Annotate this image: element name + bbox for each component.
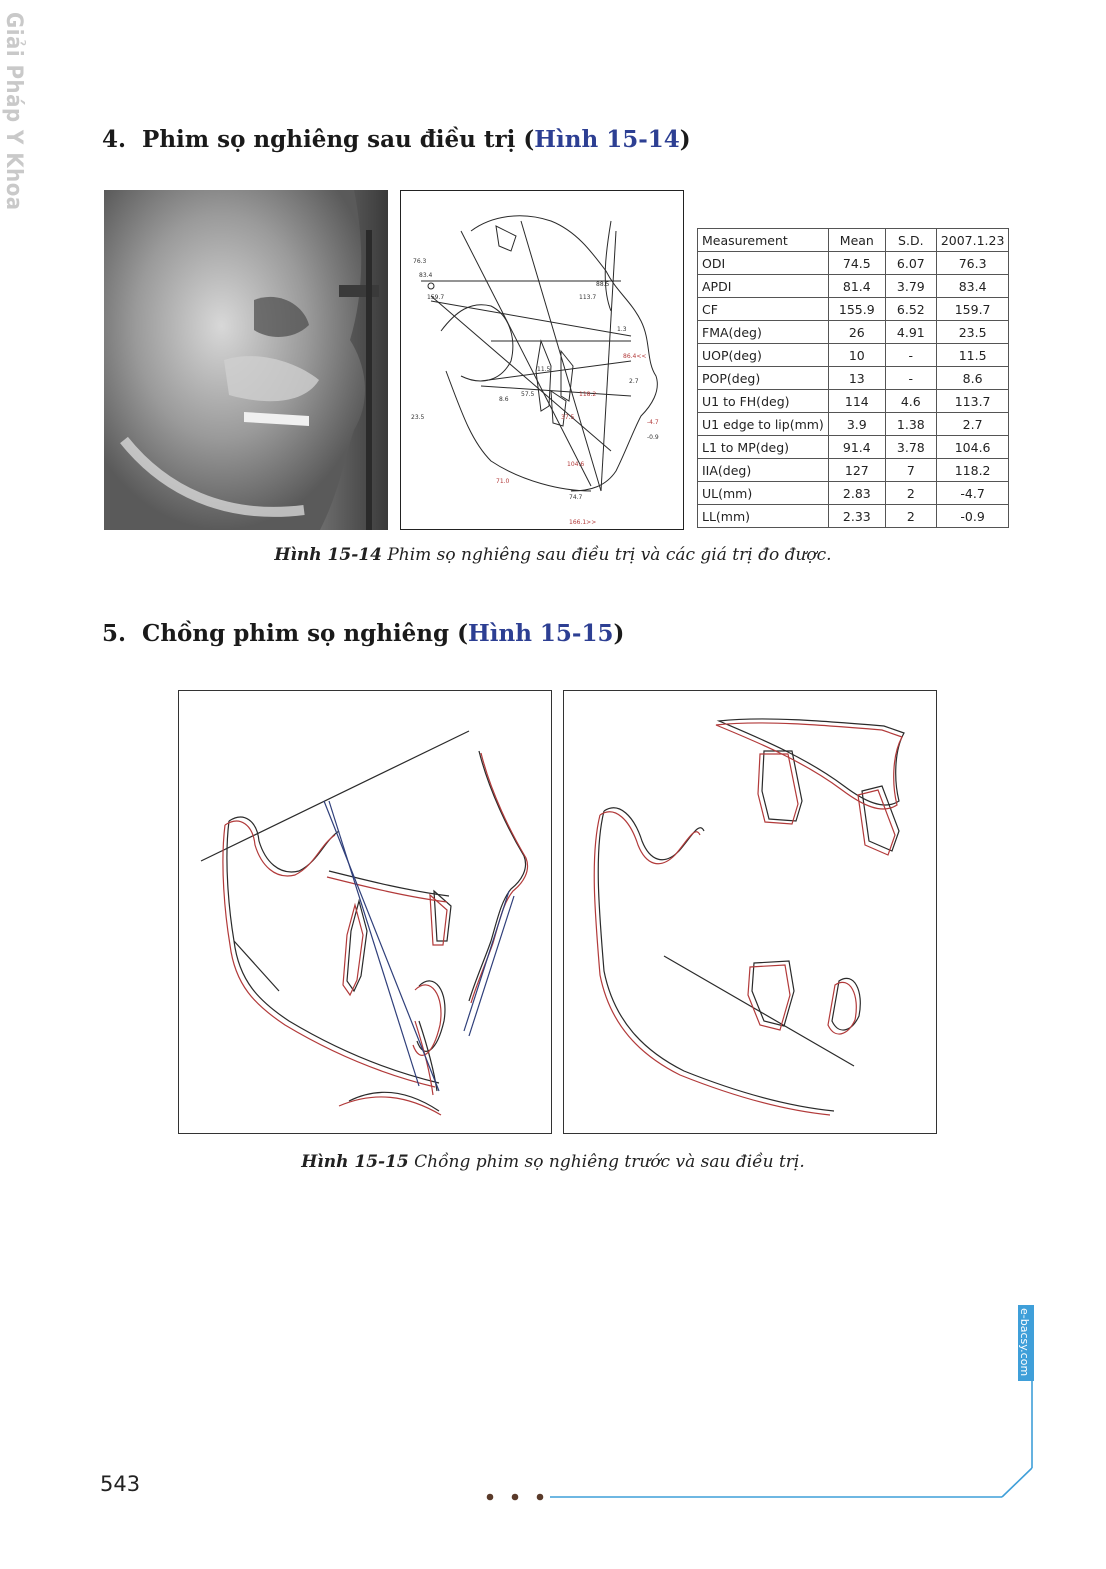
section-4-number: 4. (102, 126, 127, 153)
table-cell: 2 (885, 505, 936, 528)
cephalometric-tracing (400, 190, 684, 530)
table-cell: UL(mm) (698, 482, 829, 505)
tracing-label: 11.5 (537, 366, 551, 373)
table-cell: 83.4 (936, 275, 1009, 298)
table-header-row (698, 229, 1009, 252)
table-cell: 4.91 (885, 321, 936, 344)
section-5-number: 5. (102, 620, 127, 647)
tracing-label: 88.5 (596, 281, 610, 288)
table-cell: 114 (828, 390, 885, 413)
table-cell: LL(mm) (698, 505, 829, 528)
table-cell: - (885, 344, 936, 367)
table-row (698, 275, 1009, 298)
table-row (698, 252, 1009, 275)
table-cell: 2 (885, 482, 936, 505)
table-cell: 113.7 (936, 390, 1009, 413)
tracing-label: -0.9 (647, 434, 659, 441)
caption-label: Hình 15-14 (274, 545, 382, 565)
tracing-label: 1.3 (617, 326, 627, 333)
measurement-table (697, 228, 1009, 528)
section-5-heading: 5. Chồng phim sọ nghiêng (Hình 15-15) (102, 620, 625, 647)
figure-15-14-caption (0, 545, 1106, 565)
tracing-drawing (401, 191, 685, 531)
table-row (698, 367, 1009, 390)
caption-label: Hình 15-15 (301, 1152, 409, 1172)
section-4-figure-link[interactable]: Hình 15-14 (534, 126, 680, 153)
table-row (698, 298, 1009, 321)
table-cell: -0.9 (936, 505, 1009, 528)
table-cell: L1 to MP(deg) (698, 436, 829, 459)
tracing-label: 76.3 (413, 258, 427, 265)
table-cell: IIA(deg) (698, 459, 829, 482)
table-cell: 6.07 (885, 252, 936, 275)
table-cell: 2.7 (936, 413, 1009, 436)
superimposition-profile-drawing (179, 691, 550, 1132)
table-cell: -4.7 (936, 482, 1009, 505)
tracing-label: 37.5 (561, 414, 575, 421)
tracing-label: 118.2 (579, 391, 597, 398)
table-cell: 2.83 (828, 482, 885, 505)
tracing-label: 83.4 (419, 272, 433, 279)
table-row (698, 436, 1009, 459)
section-4-heading: 4. Phim sọ nghiêng sau điều trị (Hình 15-14) (102, 126, 691, 153)
table-row (698, 413, 1009, 436)
tracing-label: 71.0 (496, 478, 510, 485)
tracing-label: 2.7 (629, 378, 639, 385)
tracing-label: 23.5 (411, 414, 425, 421)
table-cell: 3.9 (828, 413, 885, 436)
table-cell: 155.9 (828, 298, 885, 321)
table-row (698, 344, 1009, 367)
table-cell: 23.5 (936, 321, 1009, 344)
table-cell: 127 (828, 459, 885, 482)
page-number: 543 (100, 1472, 141, 1496)
tracing-label: 74.7 (569, 494, 583, 501)
header-mean: Mean (828, 229, 885, 252)
table-cell: 76.3 (936, 252, 1009, 275)
table-cell: 8.6 (936, 367, 1009, 390)
tracing-label: 113.7 (579, 294, 597, 301)
table-cell: - (885, 367, 936, 390)
tracing-label: -4.7 (647, 419, 659, 426)
table-cell: 6.52 (885, 298, 936, 321)
site-brand-tag (1018, 1305, 1034, 1381)
superimposition-regional (563, 690, 937, 1134)
xray-drawing (104, 190, 388, 530)
table-cell: 11.5 (936, 344, 1009, 367)
table-cell: 2.33 (828, 505, 885, 528)
table-row (698, 390, 1009, 413)
table-row (698, 505, 1009, 528)
table-cell: APDI (698, 275, 829, 298)
table-row (698, 321, 1009, 344)
tracing-label: 104.6 (567, 461, 585, 468)
table-cell: UOP(deg) (698, 344, 829, 367)
table-cell: U1 edge to lip(mm) (698, 413, 829, 436)
superimposition-regional-drawing (564, 691, 935, 1132)
table-cell: FMA(deg) (698, 321, 829, 344)
site-brand-text: e-bacsy.com (1018, 1308, 1031, 1377)
caption-text: Phim sọ nghiêng sau điều trị và các giá trị đo được. (381, 545, 832, 565)
table-cell: 118.2 (936, 459, 1009, 482)
header-measurement: Measurement (698, 229, 829, 252)
table-cell: U1 to FH(deg) (698, 390, 829, 413)
superimposition-profile (178, 690, 552, 1134)
table-cell: ODI (698, 252, 829, 275)
table-cell: 3.79 (885, 275, 936, 298)
header-date: 2007.1.23 (936, 229, 1009, 252)
figure-15-15-caption (0, 1152, 1106, 1172)
tracing-label: 57.5 (521, 391, 535, 398)
table-cell: POP(deg) (698, 367, 829, 390)
cephalometric-xray-image (104, 190, 388, 530)
caption-text: Chồng phim sọ nghiêng trước và sau điều trị. (408, 1152, 805, 1172)
section-5-figure-link[interactable]: Hình 15-15 (468, 620, 614, 647)
table-row (698, 482, 1009, 505)
footer-dots (487, 1494, 544, 1501)
header-sd: S.D. (885, 229, 936, 252)
table-cell: CF (698, 298, 829, 321)
tracing-label: 86.4<< (623, 353, 647, 360)
side-brand (1, 8, 28, 211)
table-row (698, 459, 1009, 482)
side-brand-text: Giải Pháp Y Khoa (1, 12, 26, 211)
table-cell: 13 (828, 367, 885, 390)
table-cell: 74.5 (828, 252, 885, 275)
table-cell: 10 (828, 344, 885, 367)
table-cell: 91.4 (828, 436, 885, 459)
table-cell: 26 (828, 321, 885, 344)
table-cell: 3.78 (885, 436, 936, 459)
table-cell: 1.38 (885, 413, 936, 436)
tracing-label: 159.7 (427, 294, 445, 301)
section-4-title: Phim sọ nghiêng sau điều trị (142, 126, 516, 153)
table-cell: 4.6 (885, 390, 936, 413)
section-5-title: Chồng phim sọ nghiêng (142, 620, 450, 647)
table-cell: 104.6 (936, 436, 1009, 459)
tracing-label: 8.6 (499, 396, 509, 403)
table-cell: 7 (885, 459, 936, 482)
table-cell: 81.4 (828, 275, 885, 298)
tracing-label: 166.1>> (569, 519, 597, 526)
table-cell: 159.7 (936, 298, 1009, 321)
